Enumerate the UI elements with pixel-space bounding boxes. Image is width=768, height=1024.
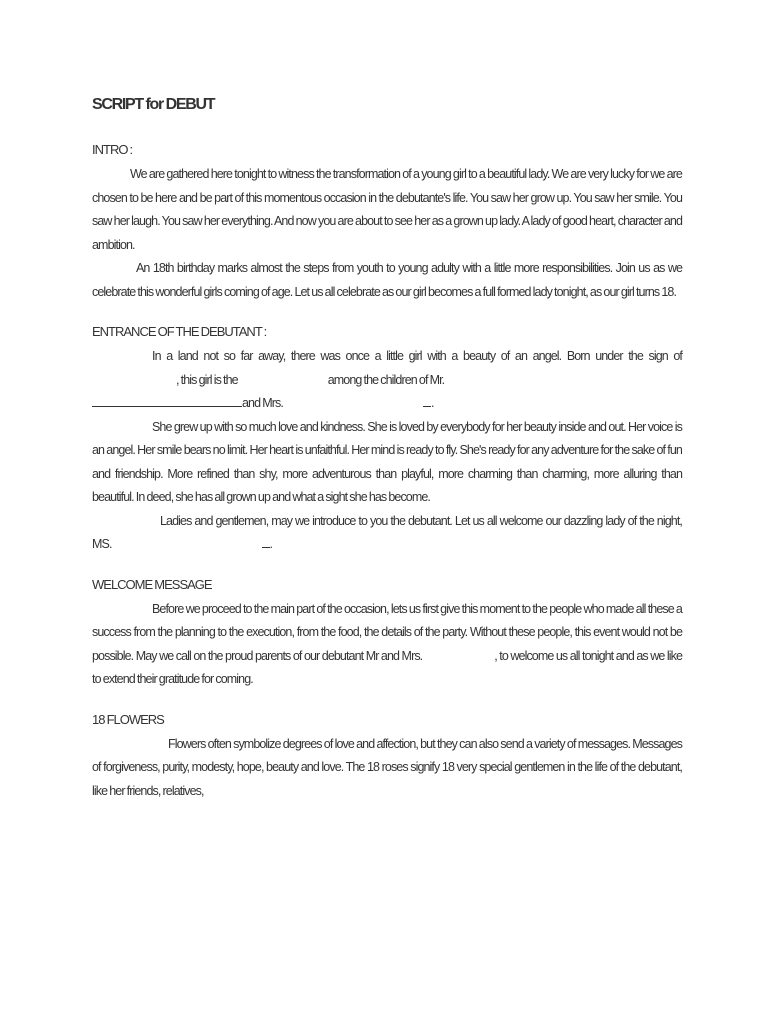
entrance-text-intro: Ladies and gentlemen, may we introduce to you the debutant. Let us all welcome our dazzling lady of the night, MS. (92, 513, 682, 551)
entrance-text-intro-end: . (269, 537, 273, 551)
section-flowers (92, 712, 682, 804)
flowers-paragraph-1: Flowers often symbolize degrees of love and affection, but they can also send a variety of messages. Messages of forgiveness, purity, modesty, hope, beauty and love. The 18 roses signify 18 very special gentlemen in the life of the debutant, like her friends, relatives, (92, 736, 682, 798)
section-welcome (92, 577, 682, 692)
intro-paragraph-1: We are gathered here tonight to witness the transformation of a young girl to a beautiful lady. We are very lucky for we are chosen to be here and be part of this momentous occasion in the debutante's life. You saw her grow up. You saw her smile. You saw her laugh. You saw her everything. And now you are about to see her as a grown up lady. A lady of good heart, character and ambition. (92, 167, 682, 252)
debutant-name-blank (262, 535, 270, 548)
document-page (92, 96, 682, 823)
entrance-text-d: and Mrs. (242, 396, 283, 410)
section-heading-welcome: WELCOME MESSAGE (92, 576, 212, 592)
entrance-paragraph-2: She grew up with so much love and kindness. She is loved by everybody for her beauty inside and out. Her voice is an angel. Her smile bears no limit. Her heart is unfaithful. Her mind is ready to fly. She's ready for any adventure for the sake of fun and friendship. More refined than shy, more adventurous than playful, more charming than charming, more alluring than beautiful. In deed, she has all grown up and what a sight she has become. (92, 419, 682, 504)
father-name-blank (92, 394, 242, 407)
section-heading-flowers: 18 FLOWERS (92, 711, 164, 727)
document-title: SCRIPT for DEBUT (92, 96, 215, 113)
section-intro (92, 142, 682, 304)
welcome-paragraph-1 (92, 598, 682, 692)
intro-paragraph-2: An 18th birthday marks almost the steps from youth to young adulty with a little more responsibilities. Join us as we celebrate this wonderful girls coming of age. Let us all celebrate as our girl becomes a full formed lady tonight, as our girl turns 18. (92, 261, 682, 299)
welcome-text-a: Before we proceed to the main part of the occasion, lets us first give this moment to the people who made all these a success from the planning to the execution, from the food, the details of the party. Without these people, this event would not be possible. May we call on the proud parents of our debutant Mr and Mrs. (92, 601, 682, 663)
section-heading-entrance: ENTRANCE OF THE DEBUTANT : (92, 324, 267, 339)
entrance-text-b: , this girl is the (176, 372, 238, 387)
mother-name-blank (423, 394, 431, 407)
entrance-text-end: . (430, 396, 434, 410)
section-entrance (92, 324, 682, 557)
welcome-text-b: , to welcome us all tonight and as we like to extend their gratitude for coming. (92, 648, 683, 686)
entrance-text-a: In a land not so far away, there was once a little girl with a beauty of an angel. Born under the sign of (152, 349, 682, 363)
section-heading-intro: INTRO : (92, 142, 133, 157)
entrance-paragraph-1 (92, 345, 682, 416)
entrance-paragraph-3 (92, 510, 682, 557)
entrance-text-c: among the children of Mr. (327, 372, 445, 387)
